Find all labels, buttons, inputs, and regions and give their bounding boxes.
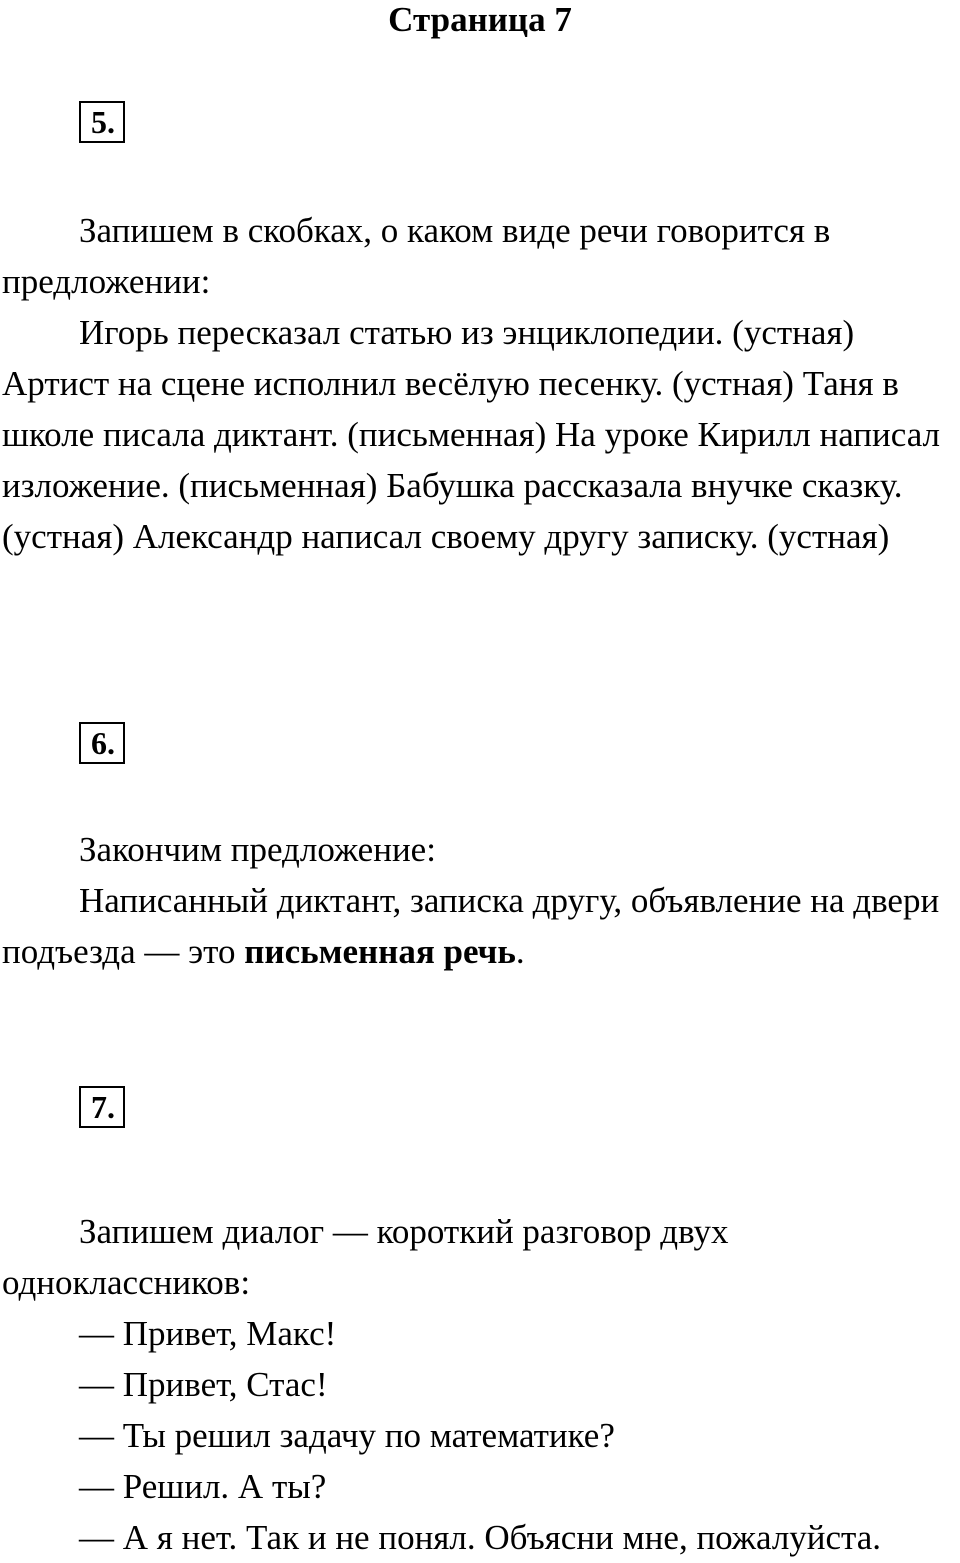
dialog-line: — Привет, Стас! xyxy=(79,1365,328,1404)
dialog-line: — Привет, Макс! xyxy=(79,1314,337,1353)
task-6-text xyxy=(2,824,960,977)
task-6-number: 6. xyxy=(79,722,125,764)
task-6-sentence-end: . xyxy=(515,932,525,971)
page-title: Страница 7 xyxy=(388,0,572,39)
dialog-line: — Решил. А ты? xyxy=(79,1467,327,1506)
task-5-number: 5. xyxy=(79,101,125,143)
task-5-text xyxy=(2,205,960,562)
dialog-line: — А я нет. Так и не понял. Объясни мне, пожалуйста. xyxy=(79,1518,882,1557)
task-7-intro: Запишем диалог — короткий разговор двух одноклассников: xyxy=(2,1212,729,1302)
task-6-answer: письменная речь xyxy=(244,932,516,971)
task-5-intro: Запишем в скобках, о каком виде речи говорится в предложении: xyxy=(2,211,831,301)
task-6-intro: Закончим предложение: xyxy=(79,830,436,869)
task-7-text xyxy=(2,1206,960,1563)
task-6-sentence-start: Написанный диктант, записка другу, объявление на двери подъезда — это xyxy=(2,881,940,971)
task-5-sentences: Игорь пересказал статью из энциклопедии. (устная) Артист на сцене исполнил весёлую песенку. (устная) Таня в школе писала диктант. (письменная) На уроке Кирилл написал изложение. (письменная) Бабушка рассказала внучке сказку. (устная) Александр написал своему другу записку. (устная) xyxy=(2,313,941,556)
dialog-line: — Ты решил задачу по математике? xyxy=(79,1416,615,1455)
task-7-number: 7. xyxy=(79,1086,125,1128)
task-6-sentence xyxy=(2,875,960,977)
